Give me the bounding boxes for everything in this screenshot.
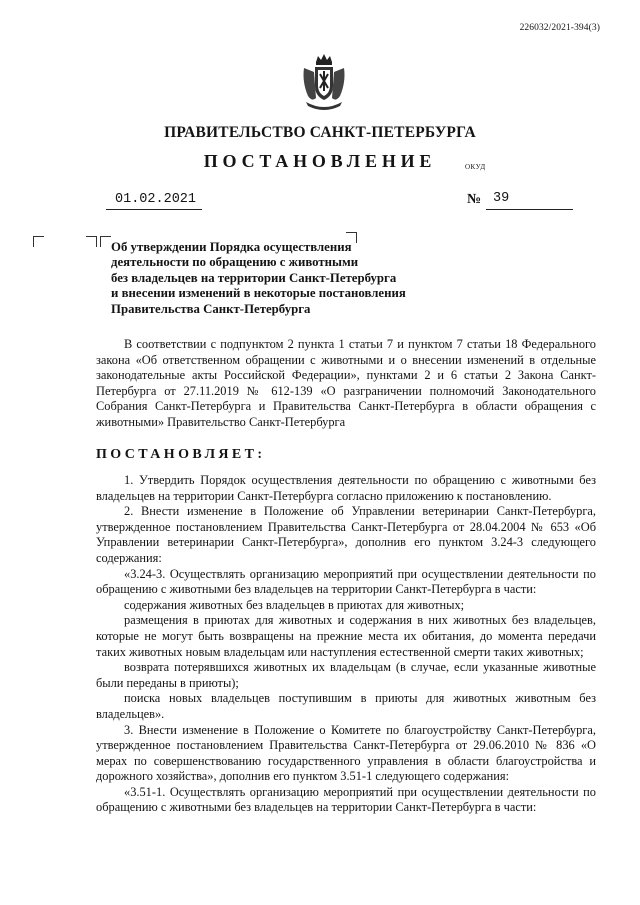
resolves-heading: ПОСТАНОВЛЯЕТ: (96, 447, 266, 462)
paragraph: «3.24-3. Осуществлять организацию мероприятий при осуществлении деятельности по обращению с животными без владельцев на территории Санкт-Петербурга в части: (96, 566, 596, 597)
document-body (96, 473, 596, 816)
document-id: 226032/2021-394(3) (519, 23, 600, 33)
corner-mark-title-start-a (86, 236, 97, 247)
okud-label: ОКУД (465, 163, 486, 171)
paragraph: 2. Внести изменение в Положение об Управлении ветеринарии Санкт-Петербурга, утвержденное постановлением Правительства Санкт-Петербурга от 28.04.2004 № 653 «Об Управлении ветеринарии Санкт-Петербурга», дополнив его пунктом 3.24-3 следующего содержания: (96, 504, 596, 565)
paragraph: возврата потерявшихся животных их владельцам (в случае, если указанные животные были переданы в приюты); (96, 660, 596, 690)
document-date: 01.02.2021 (115, 192, 197, 207)
title-line: Правительства Санкт-Петербурга (111, 301, 311, 316)
title-line: деятельности по обращению с животными (111, 255, 359, 270)
document-title (111, 240, 431, 317)
number-label: № (467, 192, 482, 207)
corner-mark-title-start-b (100, 236, 111, 247)
paragraph: 1. Утвердить Порядок осуществления деятельности по обращению с животными без владельцев на территории Санкт-Петербурга согласно приложению к постановлению. (96, 473, 596, 503)
paragraph: содержания животных без владельцев в приютах для животных; (124, 597, 465, 612)
document-number: 39 (493, 191, 510, 206)
preamble: В соответствии с подпунктом 2 пункта 1 статьи 7 и пунктом 7 статьи 18 Федерального закона «Об ответственном обращении с животными и о внесении изменений в отдельные законодательные акты Российской Федерации», пунктами 2 и 6 статьи 2 Закона Санкт-Петербурга от 27.11.2019 № 612-139 «О разграничении полномочий Законодательного Собрания Санкт-Петербурга и Правительства Санкт-Петербурга в области обращения с животными» Правительство Санкт-Петербурга (96, 337, 596, 429)
document-type: ПОСТАНОВЛЕНИЕ (203, 151, 437, 171)
government-name: ПРАВИТЕЛЬСТВО САНКТ-ПЕТЕРБУРГА (164, 124, 476, 141)
coat-of-arms-icon (300, 52, 348, 110)
paragraph: размещения в приютах для животных и содержания в них животных без владельцев, которые не могут быть возвращены на прежние места их обитания, до момента передачи таких животных новым владельцам или наступления естественной смерти таких животных; (96, 613, 596, 659)
corner-mark-left (33, 236, 44, 247)
paragraph: 3. Внести изменение в Положение о Комитете по благоустройству Санкт-Петербурга, утвержденное постановлением Правительства Санкт-Петербурга от 29.06.2010 № 836 «О мерах по совершенствованию государственного управления в области благоустройства и дорожного хозяйства», дополнив его пунктом 3.51-1 следующего содержания: (96, 722, 596, 784)
title-line: Об утверждении Порядка осуществления (111, 240, 352, 254)
title-line: без владельцев на территории Санкт-Петербурга (111, 270, 397, 285)
number-underline (486, 209, 573, 210)
title-line: и внесении изменений в некоторые постановления (111, 286, 406, 301)
paragraph: «3.51-1. Осуществлять организацию мероприятий при осуществлении деятельности по обращению с животными без владельцев на территории Санкт-Петербурга в части: (96, 784, 596, 815)
paragraph: поиска новых владельцев поступившим в приюты для животных животным без владельцев». (96, 691, 596, 721)
